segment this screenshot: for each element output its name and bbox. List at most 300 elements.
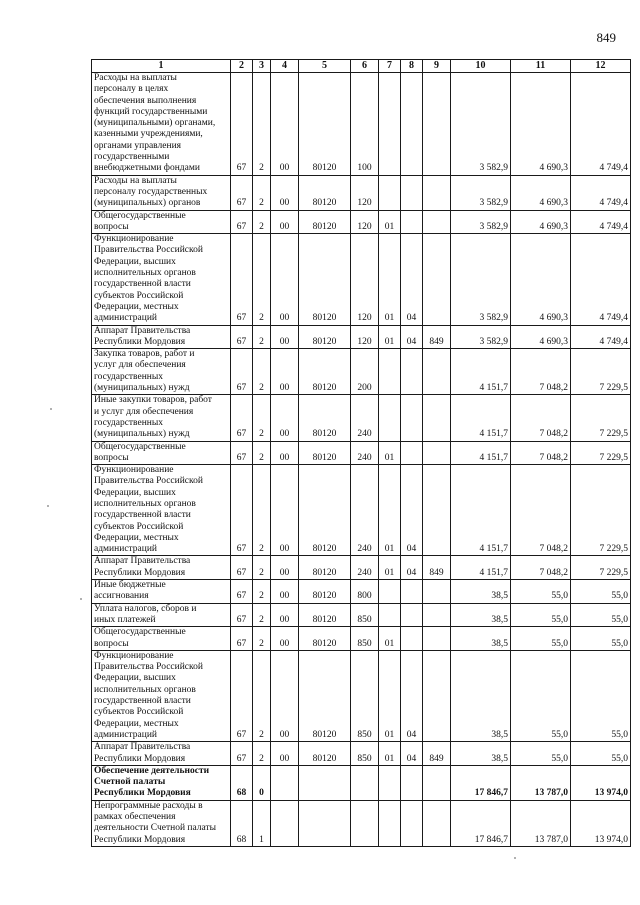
cell-c2: 68	[231, 765, 253, 800]
cell-c5: 80120	[299, 650, 351, 741]
cell-c5: 80120	[299, 742, 351, 766]
cell-c3: 1	[253, 800, 271, 846]
cell-c5: 80120	[299, 73, 351, 176]
cell-c8	[401, 349, 423, 395]
cell-c11: 13 787,0	[511, 765, 571, 800]
row-name-line: исполнительных органов	[94, 268, 196, 279]
row-name-line: Уплата налогов, сборов и	[94, 603, 197, 614]
cell-c3: 2	[253, 465, 271, 556]
cell-c2: 67	[231, 210, 253, 234]
cell-c12: 4 749,4	[571, 73, 631, 176]
cell-c11: 55,0	[511, 603, 571, 627]
cell-c10: 3 582,9	[451, 175, 511, 210]
cell-c6: 240	[351, 465, 379, 556]
cell-c3: 2	[253, 210, 271, 234]
scan-speck	[50, 408, 52, 410]
cell-c2: 67	[231, 234, 253, 325]
cell-c3: 2	[253, 175, 271, 210]
cell-c8: 04	[401, 556, 423, 580]
cell-c4: 00	[271, 210, 299, 234]
cell-c7	[379, 765, 401, 800]
cell-c3: 2	[253, 580, 271, 604]
row-name-line: Правительства Российской	[94, 662, 203, 673]
row-name-cell	[92, 580, 231, 604]
cell-c10: 17 846,7	[451, 800, 511, 846]
row-name-cell	[92, 210, 231, 234]
cell-c7: 01	[379, 325, 401, 349]
cell-c4: 00	[271, 603, 299, 627]
cell-c9	[423, 349, 451, 395]
row-name-line: вопросы	[94, 452, 129, 463]
page-number: 849	[596, 30, 616, 45]
cell-c10: 4 151,7	[451, 349, 511, 395]
cell-c5: 80120	[299, 210, 351, 234]
cell-c8: 04	[401, 650, 423, 741]
row-name-line: администраций	[94, 729, 158, 740]
cell-c12: 7 229,5	[571, 441, 631, 465]
cell-c11: 7 048,2	[511, 395, 571, 441]
header-cell: 12	[571, 60, 631, 73]
cell-c6: 850	[351, 603, 379, 627]
cell-c2: 67	[231, 441, 253, 465]
cell-c9	[423, 175, 451, 210]
row-name-cell	[92, 627, 231, 651]
row-name-cell	[92, 765, 231, 800]
cell-c5: 80120	[299, 627, 351, 651]
row-name-line: исполнительных органов	[94, 498, 196, 509]
cell-c8: 04	[401, 234, 423, 325]
cell-c6	[351, 800, 379, 846]
cell-c8	[401, 603, 423, 627]
row-name-line: Аппарат Правительства	[94, 742, 191, 753]
cell-c8	[401, 175, 423, 210]
row-name-line: (муниципальных) нужд	[94, 429, 190, 440]
table-row	[92, 650, 631, 741]
cell-c12: 13 974,0	[571, 800, 631, 846]
row-name-line: Иные закупки товаров, работ	[94, 395, 212, 406]
cell-c12: 55,0	[571, 627, 631, 651]
cell-c2: 67	[231, 603, 253, 627]
cell-c7	[379, 349, 401, 395]
cell-c9	[423, 395, 451, 441]
row-name-line: Федерации, местных	[94, 718, 179, 729]
row-name-cell	[92, 395, 231, 441]
header-cell: 5	[299, 60, 351, 73]
cell-c10: 17 846,7	[451, 765, 511, 800]
table-body	[92, 73, 631, 847]
cell-c5: 80120	[299, 580, 351, 604]
cell-c4: 00	[271, 395, 299, 441]
cell-c9	[423, 800, 451, 846]
cell-c11: 7 048,2	[511, 349, 571, 395]
cell-c11: 13 787,0	[511, 800, 571, 846]
row-name-line: Правительства Российской	[94, 245, 203, 256]
cell-c6: 240	[351, 441, 379, 465]
row-name-line: Республики Мордовия	[94, 834, 186, 845]
row-name-line: казенными учреждениями,	[94, 129, 203, 140]
cell-c2: 67	[231, 73, 253, 176]
row-name-line: услуг для обеспечения	[94, 360, 186, 371]
table-row	[92, 395, 631, 441]
row-name-cell	[92, 175, 231, 210]
row-name-line: ассигнования	[94, 591, 149, 602]
row-name-line: Закупка товаров, работ и	[94, 349, 195, 360]
row-name-line: персоналу в целях	[94, 84, 169, 95]
row-name-line: деятельности Счетной палаты	[94, 823, 217, 834]
cell-c12: 55,0	[571, 580, 631, 604]
cell-c3: 0	[253, 765, 271, 800]
row-name-cell	[92, 234, 231, 325]
cell-c8	[401, 395, 423, 441]
cell-c9	[423, 465, 451, 556]
row-name-cell	[92, 441, 231, 465]
cell-c4: 00	[271, 627, 299, 651]
header-cell: 2	[231, 60, 253, 73]
row-name-line: государственными	[94, 152, 170, 163]
cell-c5: 80120	[299, 465, 351, 556]
cell-c3: 2	[253, 234, 271, 325]
header-cell: 4	[271, 60, 299, 73]
cell-c6: 850	[351, 742, 379, 766]
row-name-cell	[92, 73, 231, 176]
cell-c12: 13 974,0	[571, 765, 631, 800]
cell-c7	[379, 73, 401, 176]
row-name-cell	[92, 465, 231, 556]
cell-c12: 55,0	[571, 650, 631, 741]
cell-c4: 00	[271, 441, 299, 465]
row-name-line: субъектов Российской	[94, 707, 184, 718]
table-row	[92, 627, 631, 651]
row-name-line: Функционирование	[94, 650, 174, 661]
cell-c6: 850	[351, 627, 379, 651]
cell-c12: 55,0	[571, 603, 631, 627]
table-row	[92, 210, 631, 234]
cell-c7	[379, 395, 401, 441]
cell-c5	[299, 765, 351, 800]
cell-c4: 00	[271, 325, 299, 349]
cell-c8: 04	[401, 325, 423, 349]
cell-c6: 240	[351, 556, 379, 580]
cell-c2: 67	[231, 465, 253, 556]
cell-c9	[423, 603, 451, 627]
cell-c12: 7 229,5	[571, 395, 631, 441]
cell-c10: 4 151,7	[451, 556, 511, 580]
cell-c8: 04	[401, 465, 423, 556]
row-name-line: Общегосударственные	[94, 627, 186, 638]
cell-c10: 38,5	[451, 742, 511, 766]
header-cell: 6	[351, 60, 379, 73]
table-row	[92, 325, 631, 349]
row-name-line: администраций	[94, 544, 158, 555]
row-name-line: Аппарат Правительства	[94, 556, 191, 567]
cell-c11: 7 048,2	[511, 441, 571, 465]
scan-speck	[514, 857, 516, 859]
row-name-cell	[92, 556, 231, 580]
row-name-line: Общегосударственные	[94, 210, 186, 221]
cell-c10: 3 582,9	[451, 210, 511, 234]
cell-c5	[299, 800, 351, 846]
cell-c2: 68	[231, 800, 253, 846]
cell-c8: 04	[401, 742, 423, 766]
cell-c7: 01	[379, 210, 401, 234]
row-name-line: Обеспечение деятельности	[94, 765, 210, 776]
cell-c12: 55,0	[571, 742, 631, 766]
cell-c12: 7 229,5	[571, 465, 631, 556]
row-name-line: государственной власти	[94, 510, 191, 521]
row-name-line: исполнительных органов	[94, 684, 196, 695]
cell-c12: 4 749,4	[571, 210, 631, 234]
row-name-line: иных платежей	[94, 614, 156, 625]
cell-c9	[423, 765, 451, 800]
row-name-line: Республики Мордовия	[94, 567, 186, 578]
row-name-line: государственной власти	[94, 696, 191, 707]
row-name-line: Правительства Российской	[94, 476, 203, 487]
header-cell: 3	[253, 60, 271, 73]
row-name-line: субъектов Российской	[94, 290, 184, 301]
cell-c4	[271, 765, 299, 800]
cell-c6: 800	[351, 580, 379, 604]
cell-c3: 2	[253, 349, 271, 395]
budget-table	[91, 59, 631, 847]
row-name-line: обеспечения выполнения	[94, 95, 197, 106]
cell-c10: 38,5	[451, 650, 511, 741]
cell-c4: 00	[271, 73, 299, 176]
cell-c5: 80120	[299, 325, 351, 349]
cell-c6: 120	[351, 234, 379, 325]
cell-c11: 4 690,3	[511, 73, 571, 176]
cell-c7	[379, 800, 401, 846]
row-name-line: Общегосударственные	[94, 441, 186, 452]
cell-c4	[271, 800, 299, 846]
cell-c10: 3 582,9	[451, 73, 511, 176]
row-name-cell	[92, 742, 231, 766]
cell-c7: 01	[379, 441, 401, 465]
cell-c2: 67	[231, 175, 253, 210]
table-row	[92, 234, 631, 325]
cell-c2: 67	[231, 742, 253, 766]
cell-c12: 4 749,4	[571, 175, 631, 210]
table-row	[92, 441, 631, 465]
cell-c9	[423, 234, 451, 325]
cell-c8	[401, 441, 423, 465]
cell-c12: 7 229,5	[571, 556, 631, 580]
cell-c9	[423, 650, 451, 741]
row-name-cell	[92, 349, 231, 395]
cell-c12: 4 749,4	[571, 325, 631, 349]
table-row	[92, 603, 631, 627]
cell-c7: 01	[379, 627, 401, 651]
table-row	[92, 556, 631, 580]
header-cell: 8	[401, 60, 423, 73]
cell-c6: 200	[351, 349, 379, 395]
cell-c11: 7 048,2	[511, 556, 571, 580]
cell-c11: 4 690,3	[511, 325, 571, 349]
cell-c12: 7 229,5	[571, 349, 631, 395]
table-row	[92, 465, 631, 556]
cell-c5: 80120	[299, 441, 351, 465]
scan-speck	[47, 505, 49, 507]
cell-c5: 80120	[299, 175, 351, 210]
scan-speck	[80, 598, 82, 600]
cell-c2: 67	[231, 650, 253, 741]
cell-c4: 00	[271, 650, 299, 741]
cell-c4: 00	[271, 556, 299, 580]
cell-c10: 3 582,9	[451, 325, 511, 349]
cell-c3: 2	[253, 742, 271, 766]
cell-c2: 67	[231, 395, 253, 441]
cell-c9	[423, 210, 451, 234]
row-name-cell	[92, 325, 231, 349]
header-cell: 7	[379, 60, 401, 73]
row-name-line: Аппарат Правительства	[94, 325, 191, 336]
cell-c4: 00	[271, 742, 299, 766]
cell-c7	[379, 175, 401, 210]
cell-c9	[423, 441, 451, 465]
row-name-line: субъектов Российской	[94, 521, 184, 532]
row-name-line: Расходы на выплаты	[94, 175, 177, 186]
row-name-cell	[92, 650, 231, 741]
row-name-cell	[92, 603, 231, 627]
cell-c11: 55,0	[511, 580, 571, 604]
cell-c7: 01	[379, 650, 401, 741]
row-name-line: Федерации, высших	[94, 256, 176, 267]
cell-c10: 4 151,7	[451, 395, 511, 441]
table-row	[92, 175, 631, 210]
cell-c10: 38,5	[451, 627, 511, 651]
cell-c11: 55,0	[511, 627, 571, 651]
table-row	[92, 580, 631, 604]
cell-c8	[401, 73, 423, 176]
row-name-line: (муниципальных) нужд	[94, 383, 190, 394]
row-name-cell	[92, 800, 231, 846]
cell-c4: 00	[271, 580, 299, 604]
row-name-line: государственных	[94, 417, 164, 428]
cell-c4: 00	[271, 175, 299, 210]
cell-c6: 120	[351, 175, 379, 210]
cell-c10: 38,5	[451, 603, 511, 627]
row-name-line: Федерации, местных	[94, 532, 179, 543]
row-name-line: Федерации, высших	[94, 487, 176, 498]
cell-c3: 2	[253, 627, 271, 651]
cell-c9: 849	[423, 325, 451, 349]
cell-c4: 00	[271, 349, 299, 395]
cell-c3: 2	[253, 441, 271, 465]
cell-c8	[401, 765, 423, 800]
cell-c7: 01	[379, 556, 401, 580]
cell-c2: 67	[231, 580, 253, 604]
header-cell: 10	[451, 60, 511, 73]
cell-c3: 2	[253, 556, 271, 580]
cell-c4: 00	[271, 465, 299, 556]
row-name-line: администраций	[94, 313, 158, 324]
header-cell: 9	[423, 60, 451, 73]
cell-c10: 4 151,7	[451, 441, 511, 465]
cell-c6: 240	[351, 395, 379, 441]
cell-c11: 4 690,3	[511, 210, 571, 234]
cell-c9	[423, 627, 451, 651]
row-name-line: Функционирование	[94, 234, 174, 245]
row-name-line: Республики Мордовия	[94, 753, 186, 764]
cell-c4: 00	[271, 234, 299, 325]
cell-c7: 01	[379, 465, 401, 556]
row-name-line: Функционирование	[94, 465, 174, 476]
cell-c11: 7 048,2	[511, 465, 571, 556]
row-name-line: (муниципальных) органов	[94, 198, 201, 209]
cell-c6: 120	[351, 210, 379, 234]
cell-c7	[379, 580, 401, 604]
row-name-line: внебюджетными фондами	[94, 163, 200, 174]
cell-c10: 3 582,9	[451, 234, 511, 325]
cell-c10: 38,5	[451, 580, 511, 604]
row-name-line: рамках обеспечения	[94, 812, 176, 822]
cell-c3: 2	[253, 650, 271, 741]
row-name-line: Непрограммные расходы в	[94, 800, 203, 811]
row-name-line: вопросы	[94, 638, 129, 649]
cell-c2: 67	[231, 627, 253, 651]
cell-c7	[379, 603, 401, 627]
cell-c6: 100	[351, 73, 379, 176]
row-name-line: государственных	[94, 371, 164, 382]
row-name-line: Республики Мордовия	[94, 336, 186, 347]
cell-c11: 4 690,3	[511, 234, 571, 325]
cell-c8	[401, 627, 423, 651]
table-row	[92, 765, 631, 800]
cell-c9	[423, 580, 451, 604]
cell-c3: 2	[253, 73, 271, 176]
cell-c11: 55,0	[511, 742, 571, 766]
row-name-line: вопросы	[94, 221, 129, 232]
cell-c6: 120	[351, 325, 379, 349]
cell-c5: 80120	[299, 234, 351, 325]
cell-c8	[401, 800, 423, 846]
cell-c7: 01	[379, 742, 401, 766]
cell-c5: 80120	[299, 603, 351, 627]
cell-c6	[351, 765, 379, 800]
table-row	[92, 349, 631, 395]
row-name-line: персоналу государственных	[94, 186, 208, 197]
row-name-line: Федерации, высших	[94, 673, 176, 684]
row-name-line: Иные бюджетные	[94, 580, 166, 591]
table-row	[92, 73, 631, 176]
cell-c3: 2	[253, 325, 271, 349]
header-row	[92, 60, 631, 73]
cell-c6: 850	[351, 650, 379, 741]
cell-c9	[423, 73, 451, 176]
row-name-line: Расходы на выплаты	[94, 73, 177, 83]
cell-c3: 2	[253, 395, 271, 441]
cell-c11: 4 690,3	[511, 175, 571, 210]
cell-c2: 67	[231, 325, 253, 349]
cell-c10: 4 151,7	[451, 465, 511, 556]
row-name-line: (муниципальными) органами,	[94, 118, 216, 129]
table-row	[92, 800, 631, 846]
row-name-line: Республики Мордовия	[94, 788, 191, 799]
cell-c7: 01	[379, 234, 401, 325]
cell-c5: 80120	[299, 395, 351, 441]
row-name-line: государственной власти	[94, 279, 191, 290]
cell-c8	[401, 580, 423, 604]
row-name-line: Счетной палаты	[94, 777, 166, 788]
cell-c3: 2	[253, 603, 271, 627]
cell-c11: 55,0	[511, 650, 571, 741]
header-cell: 11	[511, 60, 571, 73]
cell-c9: 849	[423, 556, 451, 580]
cell-c12: 4 749,4	[571, 234, 631, 325]
cell-c2: 67	[231, 349, 253, 395]
row-name-line: органами управления	[94, 140, 182, 151]
cell-c8	[401, 210, 423, 234]
header-cell: 1	[92, 60, 231, 73]
